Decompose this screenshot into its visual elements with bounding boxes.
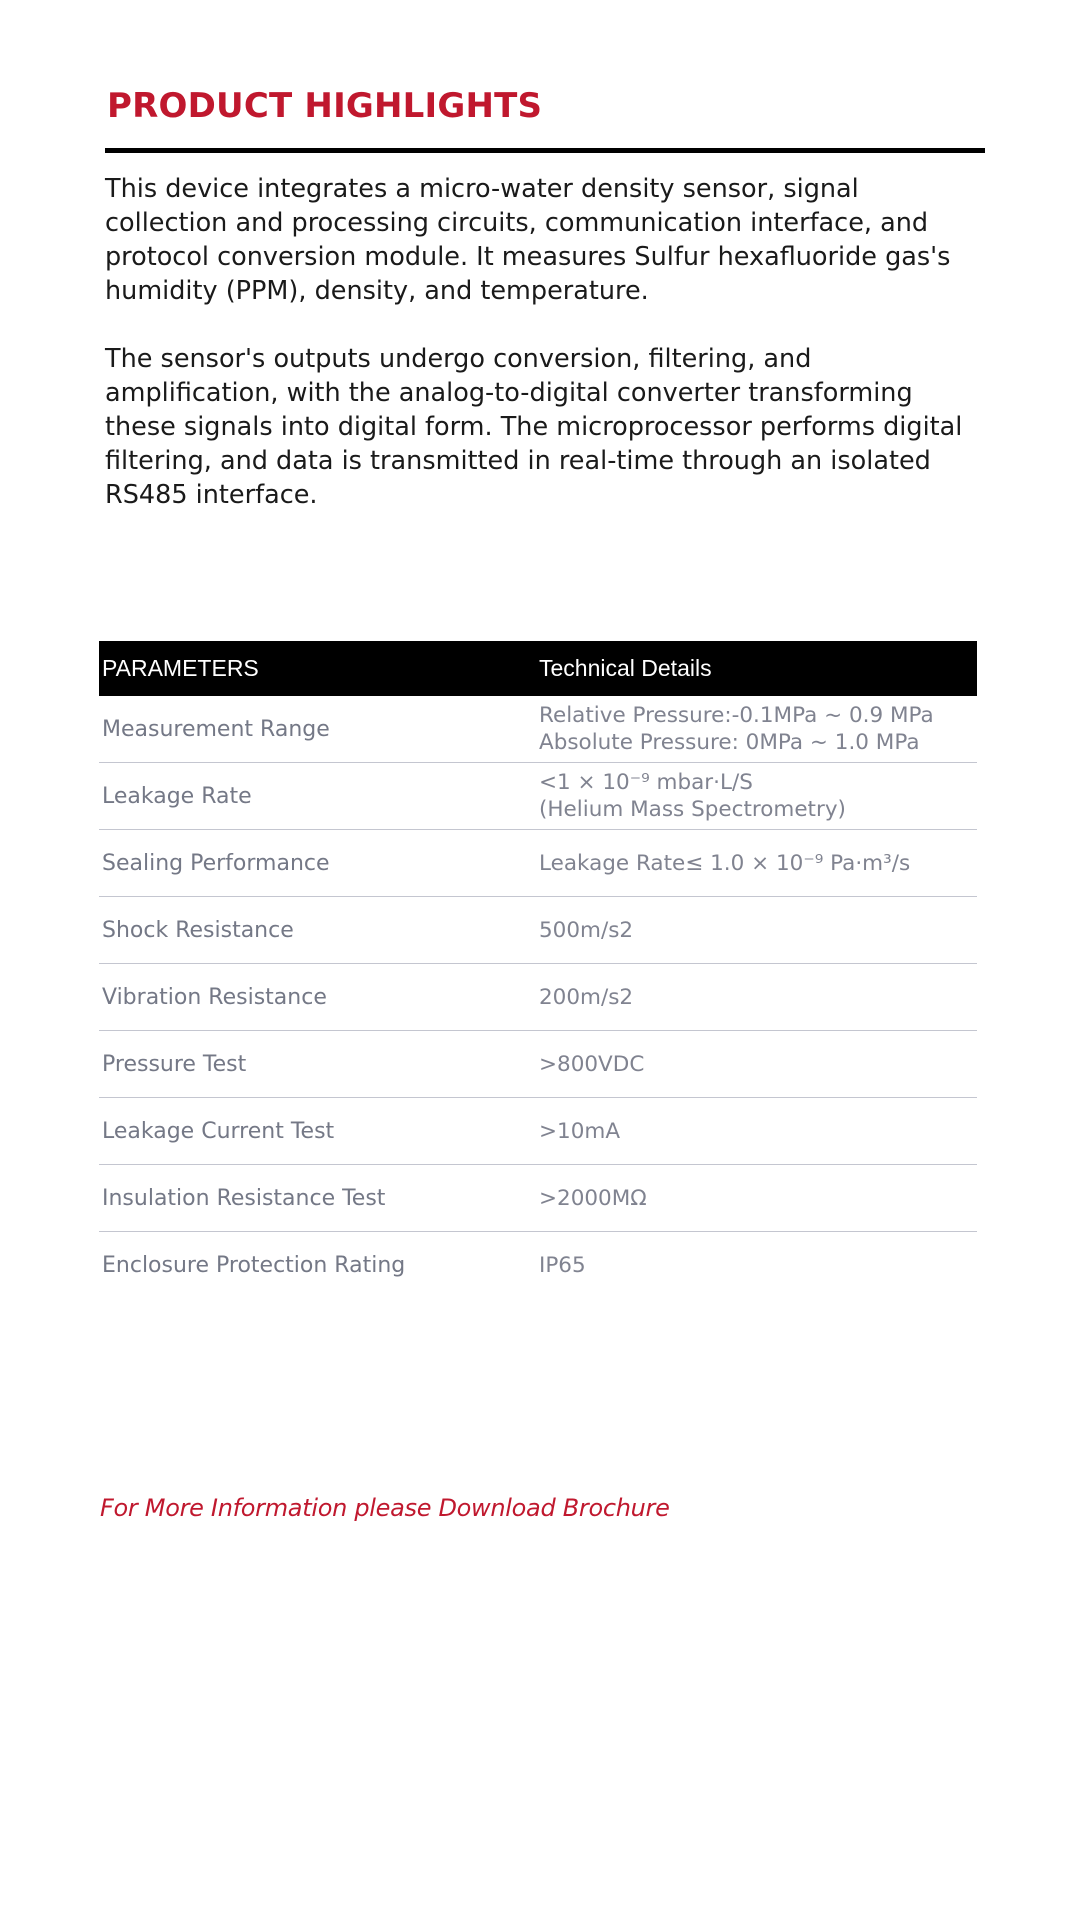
- table-row: [99, 763, 977, 830]
- table-row: [99, 1031, 977, 1098]
- row-parameter: Enclosure Protection Rating: [102, 1253, 406, 1278]
- table-row: [99, 830, 977, 897]
- row-details: [538, 769, 977, 823]
- detail-line: >10mA: [539, 1118, 621, 1144]
- table-row: [99, 897, 977, 964]
- detail-line: Relative Pressure:-0.1MPa ~ 0.9 MPa: [539, 703, 934, 728]
- row-details: [538, 702, 977, 756]
- specifications-table: [99, 641, 977, 1299]
- product-description: [105, 172, 985, 546]
- detail-line: <1 × 10⁻⁹ mbar·L/S: [539, 770, 753, 795]
- detail-line: IP65: [539, 1253, 586, 1278]
- detail-line: (Helium Mass Spectrometry): [539, 797, 846, 822]
- row-parameter: Sealing Performance: [102, 850, 330, 876]
- download-brochure-link[interactable]: For More Information please Download Brochure: [100, 1494, 670, 1522]
- row-parameter: Insulation Resistance Test: [102, 1185, 386, 1211]
- title-divider: [105, 148, 985, 153]
- row-parameter: Pressure Test: [102, 1051, 247, 1077]
- row-details: [538, 1252, 977, 1279]
- detail-line: >800VDC: [539, 1051, 645, 1077]
- table-row: [99, 696, 977, 763]
- detail-line: 200m/s2: [539, 984, 634, 1010]
- detail-line: >2000MΩ: [539, 1185, 647, 1211]
- section-title: PRODUCT HIGHLIGHTS: [107, 86, 543, 126]
- detail-line: 500m/s2: [539, 917, 634, 943]
- table-row: [99, 1165, 977, 1232]
- description-paragraph: This device integrates a micro-water density sensor, signal collection and processing circuits, communication interface, and protocol conversion module. It measures Sulfur hexafluoride gas's humidity (PPM), density, and temperature.: [105, 174, 951, 306]
- description-paragraph: The sensor's outputs undergo conversion, filtering, and amplification, with the analog-to-digital converter transforming these signals into digital form. The microprocessor performs digital filtering, and data is transmitted in real-time through an isolated RS485 interface.: [105, 344, 963, 510]
- header-parameters: PARAMETERS: [102, 655, 259, 681]
- row-details: [538, 1185, 977, 1212]
- row-parameter: Shock Resistance: [102, 917, 294, 943]
- row-parameter: Leakage Current Test: [102, 1118, 335, 1144]
- table-header: [99, 641, 977, 696]
- row-details: [538, 850, 977, 877]
- table-row: [99, 1098, 977, 1165]
- row-details: [538, 1051, 977, 1078]
- header-technical-details: Technical Details: [539, 655, 712, 681]
- table-row: [99, 1232, 977, 1299]
- detail-line: Absolute Pressure: 0MPa ~ 1.0 MPa: [539, 730, 920, 755]
- row-details: [538, 1118, 977, 1145]
- row-parameter: Vibration Resistance: [102, 984, 327, 1010]
- row-parameter: Leakage Rate: [102, 783, 252, 809]
- detail-line: Leakage Rate≤ 1.0 × 10⁻⁹ Pa·m³/s: [539, 850, 911, 876]
- row-details: [538, 917, 977, 944]
- row-parameter: Measurement Range: [102, 716, 330, 742]
- table-row: [99, 964, 977, 1031]
- row-details: [538, 984, 977, 1011]
